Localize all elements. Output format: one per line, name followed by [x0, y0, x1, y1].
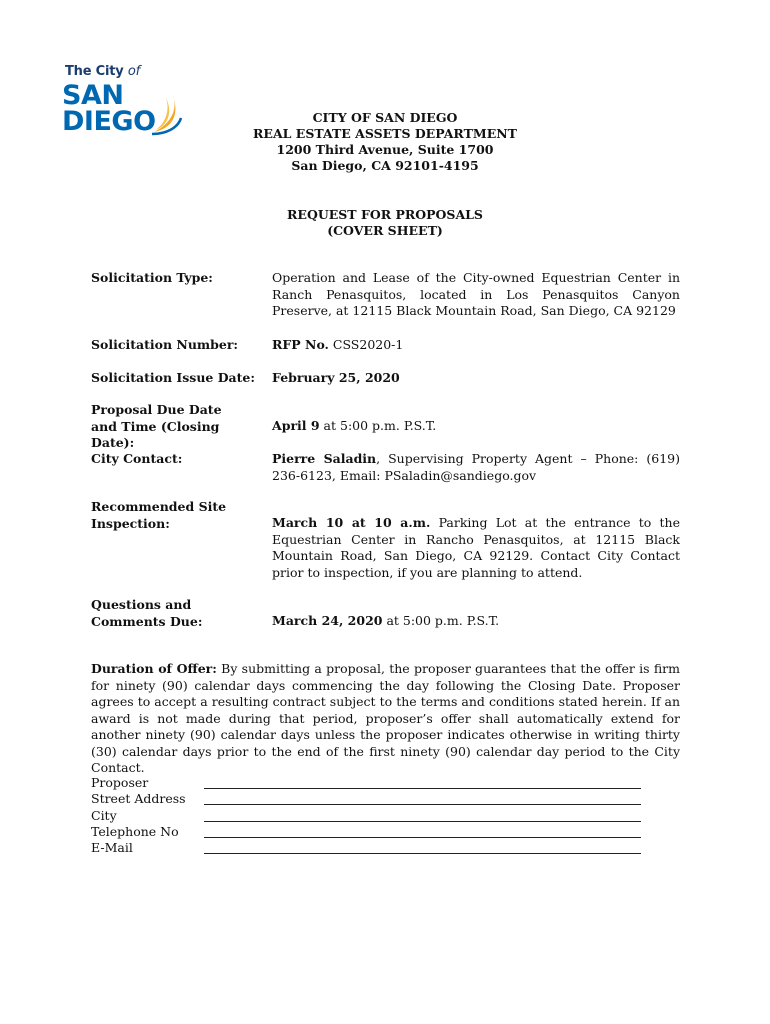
- solicitation-type-label: Solicitation Type:: [91, 270, 213, 285]
- header-org: CITY OF SAN DIEGO: [312, 110, 458, 125]
- street-address-field[interactable]: [91, 791, 651, 807]
- telephone-field[interactable]: [91, 824, 651, 840]
- due-date-value: April 9 at 5:00 p.m. P.S.T.: [272, 418, 437, 433]
- proposer-label: Proposer: [91, 775, 149, 790]
- solicitation-type-value: Operation and Lease of the City-owned Equestrian Center in Ranch Penasquitos, located in Los Penasquitos Canyon Preserve, at 12115 Black Mountain Road, San Diego, CA 92129: [272, 270, 680, 318]
- site-inspection-value: March 10 at 10 a.m. Parking Lot at the entrance to the Equestrian Center in Rancho Penasquitos, at 12115 Black Mountain Road, San Diego, CA 92129. Contact City Contact prior to inspection, if you are planning to attend.: [272, 515, 680, 580]
- street-address-label: Street Address: [91, 791, 186, 806]
- doc-title: REQUEST FOR PROPOSALS: [287, 207, 483, 222]
- doc-subtitle: (COVER SHEET): [327, 223, 443, 238]
- logo-san: SAN: [62, 80, 124, 111]
- email-line: [204, 853, 641, 854]
- due-date-label: Proposal Due Date and Time (Closing Date):: [91, 402, 222, 450]
- duration-of-offer: Duration of Offer: By submitting a proposal, the proposer guarantees that the offer is firm for ninety (90) calendar days commencing the day following the Closing Date. Proposer agrees to accept a resulting contract subject to the terms and conditions stated herein. If an award is not made during that period, proposer’s offer shall automatically extend for another ninety (90) calendar days unless the proposer indicates otherwise in writing thirty (30) calendar days prior to the end of the first ninety (90) calendar day period to the City Contact.: [91, 661, 681, 775]
- header-city: San Diego, CA 92101-4195: [291, 158, 479, 173]
- logo-diego: DIEGO: [62, 106, 156, 137]
- logo-small-text: The City of: [65, 64, 141, 79]
- city-contact-value: Pierre Saladin, Supervising Property Agent – Phone: (619) 236-6123, Email: PSaladin@sandiego.gov: [272, 451, 680, 483]
- street-address-line: [204, 804, 641, 805]
- solicitation-number-value: RFP No. CSS2020-1: [272, 337, 404, 352]
- proposer-line: [204, 788, 641, 789]
- telephone-line: [204, 837, 641, 838]
- city-contact-label: City Contact:: [91, 451, 183, 466]
- questions-value: March 24, 2020 at 5:00 p.m. P.S.T.: [272, 613, 500, 628]
- site-inspection-label: Recommended Site Inspection:: [91, 499, 227, 531]
- questions-label: Questions and Comments Due:: [91, 597, 203, 629]
- header-dept: REAL ESTATE ASSETS DEPARTMENT: [253, 126, 517, 141]
- proposer-field[interactable]: [91, 775, 651, 791]
- email-field[interactable]: [91, 840, 651, 856]
- email-label: E-Mail: [91, 840, 133, 855]
- city-field[interactable]: [91, 808, 651, 824]
- city-label: City: [91, 808, 117, 823]
- header-address: 1200 Third Avenue, Suite 1700: [276, 142, 494, 157]
- telephone-label: Telephone No: [91, 824, 179, 839]
- issue-date-value: February 25, 2020: [272, 370, 400, 385]
- issue-date-label: Solicitation Issue Date:: [91, 370, 255, 385]
- solicitation-number-label: Solicitation Number:: [91, 337, 239, 352]
- city-line: [204, 821, 641, 822]
